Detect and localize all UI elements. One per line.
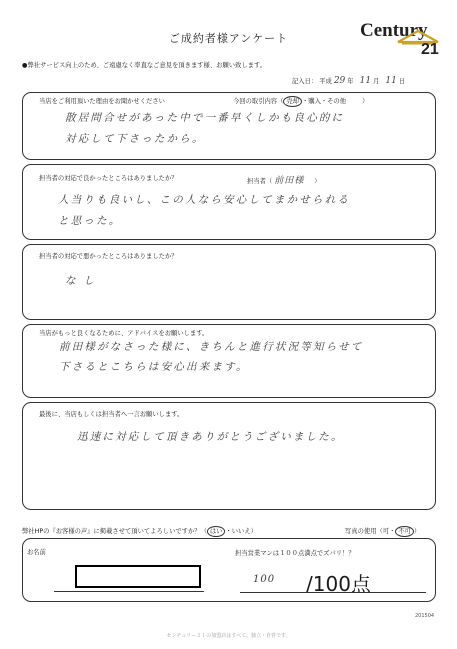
photo-permission-yes[interactable]: 可 xyxy=(382,528,390,535)
hp-permission-close: ） xyxy=(250,528,257,535)
photo-permission-sep: ・ xyxy=(389,528,396,535)
photo-permission-close: ） xyxy=(413,528,421,535)
q4-answer-line-2[interactable]: 下さるとこちらは安心出来ます。 xyxy=(59,361,249,373)
q1-box[interactable] xyxy=(22,92,436,160)
photo-permission-no[interactable]: 不可 xyxy=(395,526,414,537)
staff-field xyxy=(247,173,321,186)
q3-box[interactable] xyxy=(22,244,436,320)
hp-permission-no[interactable]: いいえ xyxy=(231,528,251,535)
q4-answer-line-1[interactable]: 前田様がなさった様に、きちんと進行状況等知らせて xyxy=(59,341,364,353)
score-value[interactable]: 100 xyxy=(253,574,276,585)
date-month-unit: 月 xyxy=(373,78,380,85)
hp-permission-yes[interactable]: はい xyxy=(207,526,226,537)
photo-permission-text: 写真の使用（ xyxy=(345,528,383,535)
name-underline xyxy=(54,591,204,592)
date-year[interactable]: 29 xyxy=(333,76,346,86)
deal-type-close: ） xyxy=(362,98,369,105)
staff-name[interactable]: 前田様 xyxy=(274,176,305,186)
deal-option-buy[interactable]: 購入 xyxy=(308,98,321,105)
q2-answer-line-1[interactable]: 人当りも良いし、この人なら安心してまかせられる xyxy=(58,194,351,206)
date-year-unit: 年 xyxy=(347,78,354,85)
century21-logo xyxy=(360,18,444,56)
q1-answer-line-2[interactable]: 対応して下さったから。 xyxy=(65,133,205,145)
svg-text:21: 21 xyxy=(421,41,439,56)
score-underline xyxy=(240,592,426,593)
hp-permission xyxy=(22,526,257,537)
q5-answer-line-1[interactable]: 迅速に対応して頂きありがとうございました。 xyxy=(77,431,344,443)
date-day[interactable]: 11 xyxy=(385,76,397,86)
notice-text: ●弊社サービス向上のため、ご遠慮なく率直なご意見を頂きます様、お願い致します。 xyxy=(22,62,267,69)
q1-question: 当店をご利用頂いた理由をお聞かせください xyxy=(39,98,165,105)
deal-option-other[interactable]: その他 xyxy=(327,98,347,105)
score-suffix: /100点 xyxy=(306,572,371,596)
century21-logo-icon xyxy=(360,18,444,56)
date-label: 記入日： xyxy=(292,78,318,85)
q3-question: 担当者の対応で悪かったところはありましたか？ xyxy=(39,253,178,260)
deal-type-label: 今回の取引内容（ xyxy=(233,98,284,105)
footer-disclaimer: センチュリー２１の加盟店はすべて、独立・自営です。 xyxy=(166,633,291,639)
q2-question: 担当者の対応で良かったところはありましたか？ xyxy=(39,175,178,182)
q5-question: 最後に、当店もしくは担当者へ一言お願いします。 xyxy=(39,411,184,418)
q4-question: 当店がもっと良くなるために、アドバイスをお願いします。 xyxy=(39,330,209,337)
name-redaction-box xyxy=(75,565,201,588)
q2-answer-line-2[interactable]: と思った。 xyxy=(58,215,122,227)
name-label: お名前 xyxy=(27,549,46,556)
date-day-unit: 日 xyxy=(398,78,406,85)
q5-box[interactable] xyxy=(22,402,436,510)
deal-option-sell[interactable]: 売却 xyxy=(283,96,302,107)
staff-label: 担当者（ xyxy=(247,178,273,185)
photo-permission xyxy=(345,526,420,537)
q1-answer-line-1[interactable]: 散居問合せがあった中で一番早くしかも良心的に xyxy=(65,112,345,124)
date-era: 平成 xyxy=(319,78,332,85)
form-title: ご成約者様アンケート xyxy=(168,32,289,45)
form-code: 201504 xyxy=(415,613,435,619)
hp-permission-text: 弊社HPの『お客様の声』に掲載させて頂いてよろしいですか？ xyxy=(22,528,201,535)
hp-permission-open: （ xyxy=(200,528,207,535)
deal-type: 今回の取引内容（ 売却 ・購入・その他 ） xyxy=(233,98,369,105)
date-month[interactable]: 11 xyxy=(359,76,372,86)
score-prompt: 担当営業マンは１００点満点でズバリ！？ xyxy=(235,550,355,557)
q4-box[interactable] xyxy=(22,324,436,398)
svg-text:Century: Century xyxy=(360,20,428,41)
q2-box[interactable] xyxy=(22,164,436,240)
hp-permission-sep: ・ xyxy=(225,528,232,535)
q3-answer-line-1[interactable]: なし xyxy=(65,275,102,287)
entry-date xyxy=(292,76,405,86)
staff-close: ） xyxy=(314,178,321,185)
